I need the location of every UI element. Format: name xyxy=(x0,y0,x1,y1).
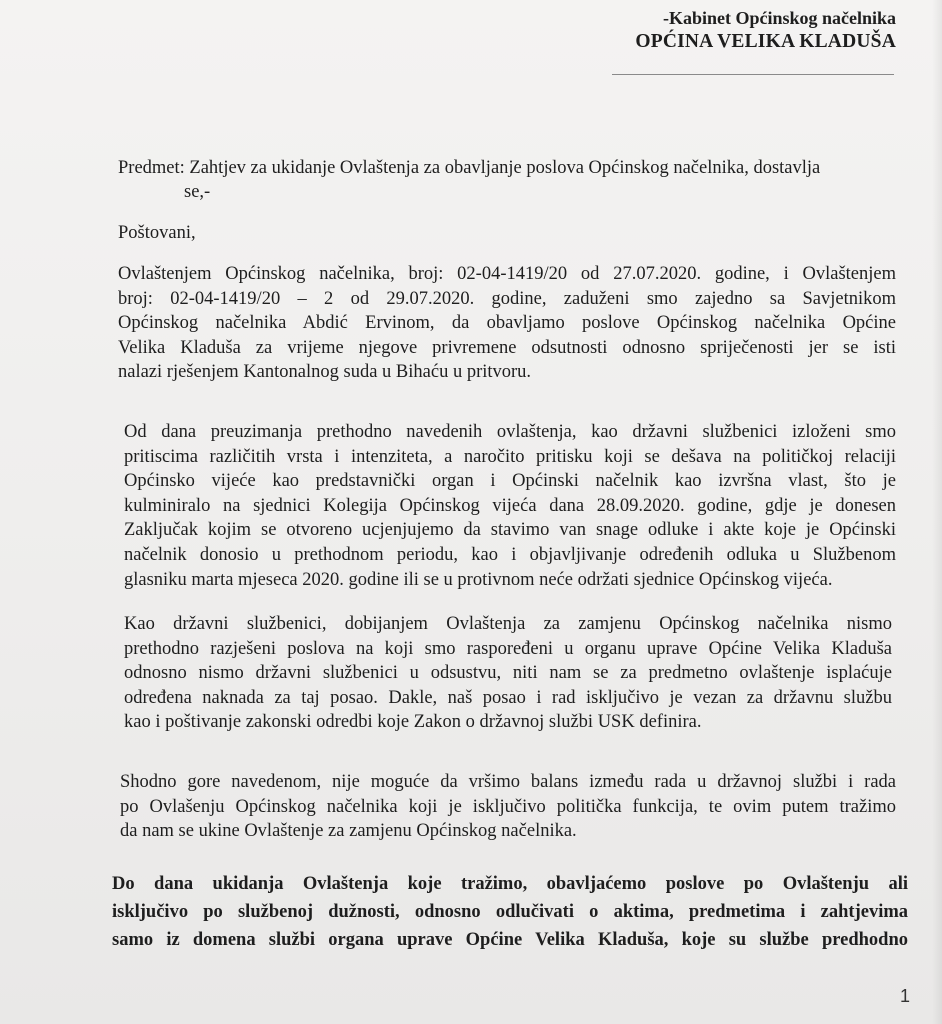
subject-line-1: Predmet: Zahtjev za ukidanje Ovlaštenja za obavljanje poslova Općinskog načelnika, dostavlja xyxy=(118,158,821,178)
text-line: Do dana ukidanja Ovlaštenja koje tražimo, obavljaćemo poslove po Ovlaštenju ali xyxy=(112,874,908,894)
subject-line xyxy=(118,156,908,204)
text-line: Ovlaštenjem Općinskog načelnika, broj: 02-04-1419/20 od 27.07.2020. godine, i Ovlaštenjem xyxy=(118,264,896,284)
page-edge-shadow xyxy=(932,0,942,1024)
recipient-municipality: OPĆINA VELIKA KLADUŠA xyxy=(635,31,896,52)
text-line: Kao državni službenici, dobijanjem Ovlaštenja za zamjenu Općinskog načelnika nismo xyxy=(124,614,892,634)
text-line: određena naknada za taj posao. Dakle, naš posao i rad isključivo je vezan za državnu službu xyxy=(124,687,892,708)
text-line: Shodno gore navedenom, nije moguće da vršimo balans između rada u državnoj službi i rada xyxy=(120,772,896,792)
text-line: Općinsko vijeće kao predstavnički organ i Općinski načelnik kao izvršna vlast, što je xyxy=(124,471,896,492)
text-line: nalazi rješenjem Kantonalnog suda u Bihaću u pritvoru. xyxy=(118,362,532,383)
text-line: kulminiralo na sjednici Kolegija Općinskog vijeća dana 28.09.2020. godine, gdje je donesen xyxy=(124,495,896,516)
text-line: isključivo po službenoj dužnosti, odnosno odlučivati o aktima, predmetima i zahtjevima xyxy=(112,902,908,922)
text-line: Općinskog načelnika Abdić Ervinom, da obavljamo poslove Općinskog načelnika Općine xyxy=(118,313,896,334)
text-line: Zaključak kojim se otvoreno ucjenjujemo da stavimo van snage odluke i akte koje je Općinski xyxy=(124,520,896,541)
recipient-office: -Kabinet Općinskog načelnika xyxy=(662,8,896,28)
text-line: pritiscima različitih vrsta i intenziteta, a naročito pritisku koji se dešava na političkoj relaciji xyxy=(124,446,896,467)
paragraph-4 xyxy=(120,770,896,844)
text-line: samo iz domena službi organa uprave Općine Velika Kladuša, koje su službe predhodno xyxy=(112,930,908,950)
text-line: kao i poštivanje zakonski odredbi koje Zakon o državnoj službi USK definira. xyxy=(124,712,702,733)
text-line: načelnik donosio u prethodnom periodu, kao i objavljivanje određenih odluka u Službenom xyxy=(124,544,896,565)
paragraph-1 xyxy=(118,262,896,385)
signature-line xyxy=(612,74,894,75)
page-number: 1 xyxy=(900,986,911,1006)
paragraph-3 xyxy=(124,612,892,735)
text-line: broj: 02-04-1419/20 – 2 od 29.07.2020. godine, zaduženi smo zajedno sa Savjetnikom xyxy=(118,288,896,309)
recipient-block xyxy=(635,6,896,54)
text-line: Od dana preuzimanja prethodno navedenih ovlaštenja, kao državni službenici izloženi smo xyxy=(124,422,896,442)
paragraph-5-bold xyxy=(112,870,908,954)
text-line: glasniku marta mjeseca 2020. godine ili se u protivnom neće održati sjednice Općinskog vijeća. xyxy=(124,569,833,590)
subject-line-2: se,- xyxy=(184,182,211,202)
text-line: prethodno razješeni poslova na koji smo raspoređeni u organu uprave Općine Velika Kladuša xyxy=(124,638,892,659)
text-line: odnosno nismo državni službenici u odsustvu, niti nam se za predmetno ovlaštenje isplaćuje xyxy=(124,663,892,684)
text-line: po Ovlašenju Općinskog načelnika koji je isključivo politička funkcija, te ovim putem tražimo xyxy=(120,796,896,817)
text-line: Velika Kladuša za vrijeme njegove privremene odsutnosti odnosno spriječenosti jer se isti xyxy=(118,337,896,358)
text-line: da nam se ukine Ovlaštenje za zamjenu Općinskog načelnika. xyxy=(120,821,577,842)
greeting: Poštovani, xyxy=(118,223,196,243)
paragraph-2 xyxy=(124,420,896,592)
